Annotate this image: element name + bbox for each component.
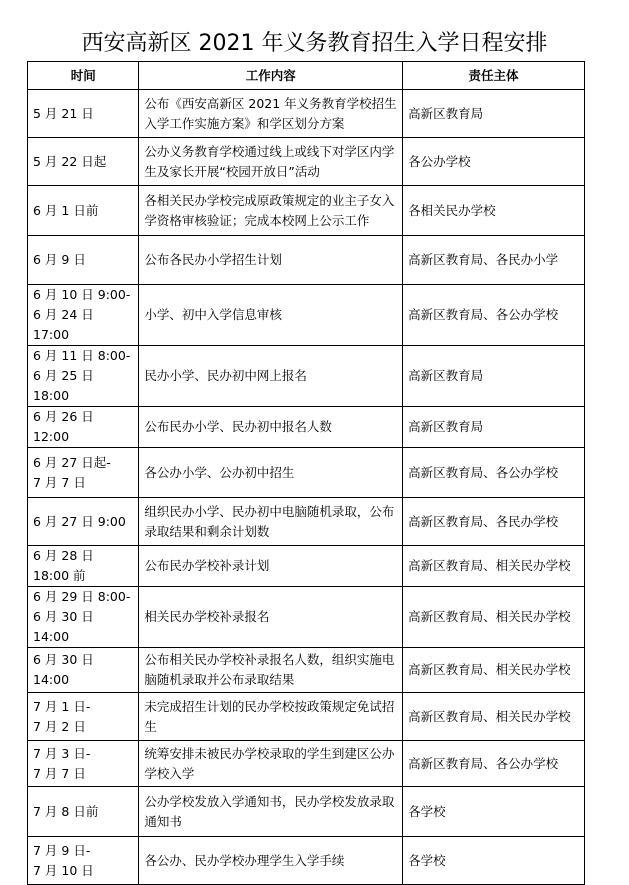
cell-time: 6 月 30 日 14:00 <box>28 648 139 693</box>
table-row <box>28 498 585 546</box>
cell-owner: 高新区教育局、各公办学校 <box>403 448 585 498</box>
table-row <box>28 138 585 186</box>
cell-time: 6 月 28 日 18:00 前 <box>28 546 139 587</box>
page-title: 西安高新区 2021 年义务教育招生入学日程安排 <box>81 31 548 56</box>
cell-content: 公布各民办小学招生计划 <box>139 236 403 285</box>
cell-time: 7 月 9 日- 7 月 10 日 <box>28 837 139 885</box>
table-row <box>28 587 585 648</box>
cell-time: 6 月 11 日 8:00- 6 月 25 日 18:00 <box>28 346 139 407</box>
cell-content: 未完成招生计划的民办学校按政策规定免试招生 <box>139 693 403 741</box>
cell-content: 各公办小学、公办初中招生 <box>139 448 403 498</box>
cell-time: 5 月 21 日 <box>28 90 139 138</box>
cell-content: 民办小学、民办初中网上报名 <box>139 346 403 407</box>
cell-time: 6 月 27 日起- 7 月 7 日 <box>28 448 139 498</box>
cell-owner: 高新区教育局、各民办小学 <box>403 236 585 285</box>
cell-content: 各公办、民办学校办理学生入学手续 <box>139 837 403 885</box>
cell-time: 6 月 10 日 9:00- 6 月 24 日 17:00 <box>28 285 139 346</box>
cell-content: 公布《西安高新区 2021 年义务教育学校招生入学工作实施方案》和学区划分方案 <box>139 90 403 138</box>
cell-owner: 高新区教育局、相关民办学校 <box>403 587 585 648</box>
table-row <box>28 90 585 138</box>
cell-time: 6 月 29 日 8:00- 6 月 30 日 14:00 <box>28 587 139 648</box>
cell-owner: 各相关民办学校 <box>403 186 585 236</box>
header-owner: 责任主体 <box>403 62 585 90</box>
cell-owner: 高新区教育局、各民办学校 <box>403 498 585 546</box>
schedule-table <box>27 61 585 885</box>
cell-content: 公办义务教育学校通过线上或线下对学区内学生及家长开展“校园开放日”活动 <box>139 138 403 186</box>
cell-time: 6 月 27 日 9:00 <box>28 498 139 546</box>
cell-content: 组织民办小学、民办初中电脑随机录取，公布录取结果和剩余计划数 <box>139 498 403 546</box>
cell-owner: 高新区教育局、相关民办学校 <box>403 546 585 587</box>
cell-owner: 高新区教育局 <box>403 407 585 448</box>
cell-time: 6 月 9 日 <box>28 236 139 285</box>
cell-time: 7 月 8 日前 <box>28 787 139 837</box>
cell-owner: 高新区教育局、相关民办学校 <box>403 648 585 693</box>
header-time: 时间 <box>28 62 139 90</box>
cell-time: 6 月 1 日前 <box>28 186 139 236</box>
cell-owner: 各学校 <box>403 837 585 885</box>
cell-content: 公布相关民办学校补录报名人数，组织实施电脑随机录取并公布录取结果 <box>139 648 403 693</box>
cell-time: 5 月 22 日起 <box>28 138 139 186</box>
table-row <box>28 741 585 787</box>
cell-owner: 高新区教育局 <box>403 346 585 407</box>
table-row <box>28 407 585 448</box>
cell-content: 公办学校发放入学通知书，民办学校发放录取通知书 <box>139 787 403 837</box>
cell-content: 公布民办小学、民办初中报名人数 <box>139 407 403 448</box>
table-row <box>28 648 585 693</box>
cell-content: 各相关民办学校完成原政策规定的业主子女入学资格审核验证；完成本校网上公示工作 <box>139 186 403 236</box>
table-row <box>28 837 585 885</box>
table-row <box>28 186 585 236</box>
table-row <box>28 285 585 346</box>
header-content: 工作内容 <box>139 62 403 90</box>
cell-owner: 各公办学校 <box>403 138 585 186</box>
cell-owner: 高新区教育局 <box>403 90 585 138</box>
cell-content: 小学、初中入学信息审核 <box>139 285 403 346</box>
cell-time: 6 月 26 日 12:00 <box>28 407 139 448</box>
cell-content: 相关民办学校补录报名 <box>139 587 403 648</box>
table-row <box>28 236 585 285</box>
table-row <box>28 346 585 407</box>
cell-time: 7 月 3 日- 7 月 7 日 <box>28 741 139 787</box>
cell-content: 统筹安排未被民办学校录取的学生到建区公办学校入学 <box>139 741 403 787</box>
table-row <box>28 787 585 837</box>
cell-content: 公布民办学校补录计划 <box>139 546 403 587</box>
cell-owner: 高新区教育局、相关民办学校 <box>403 693 585 741</box>
table-row <box>28 546 585 587</box>
table-row <box>28 693 585 741</box>
table-header-row <box>28 62 585 90</box>
cell-time: 7 月 1 日- 7 月 2 日 <box>28 693 139 741</box>
cell-owner: 高新区教育局、各公办学校 <box>403 285 585 346</box>
table-row <box>28 448 585 498</box>
cell-owner: 各学校 <box>403 787 585 837</box>
cell-owner: 高新区教育局、各公办学校 <box>403 741 585 787</box>
